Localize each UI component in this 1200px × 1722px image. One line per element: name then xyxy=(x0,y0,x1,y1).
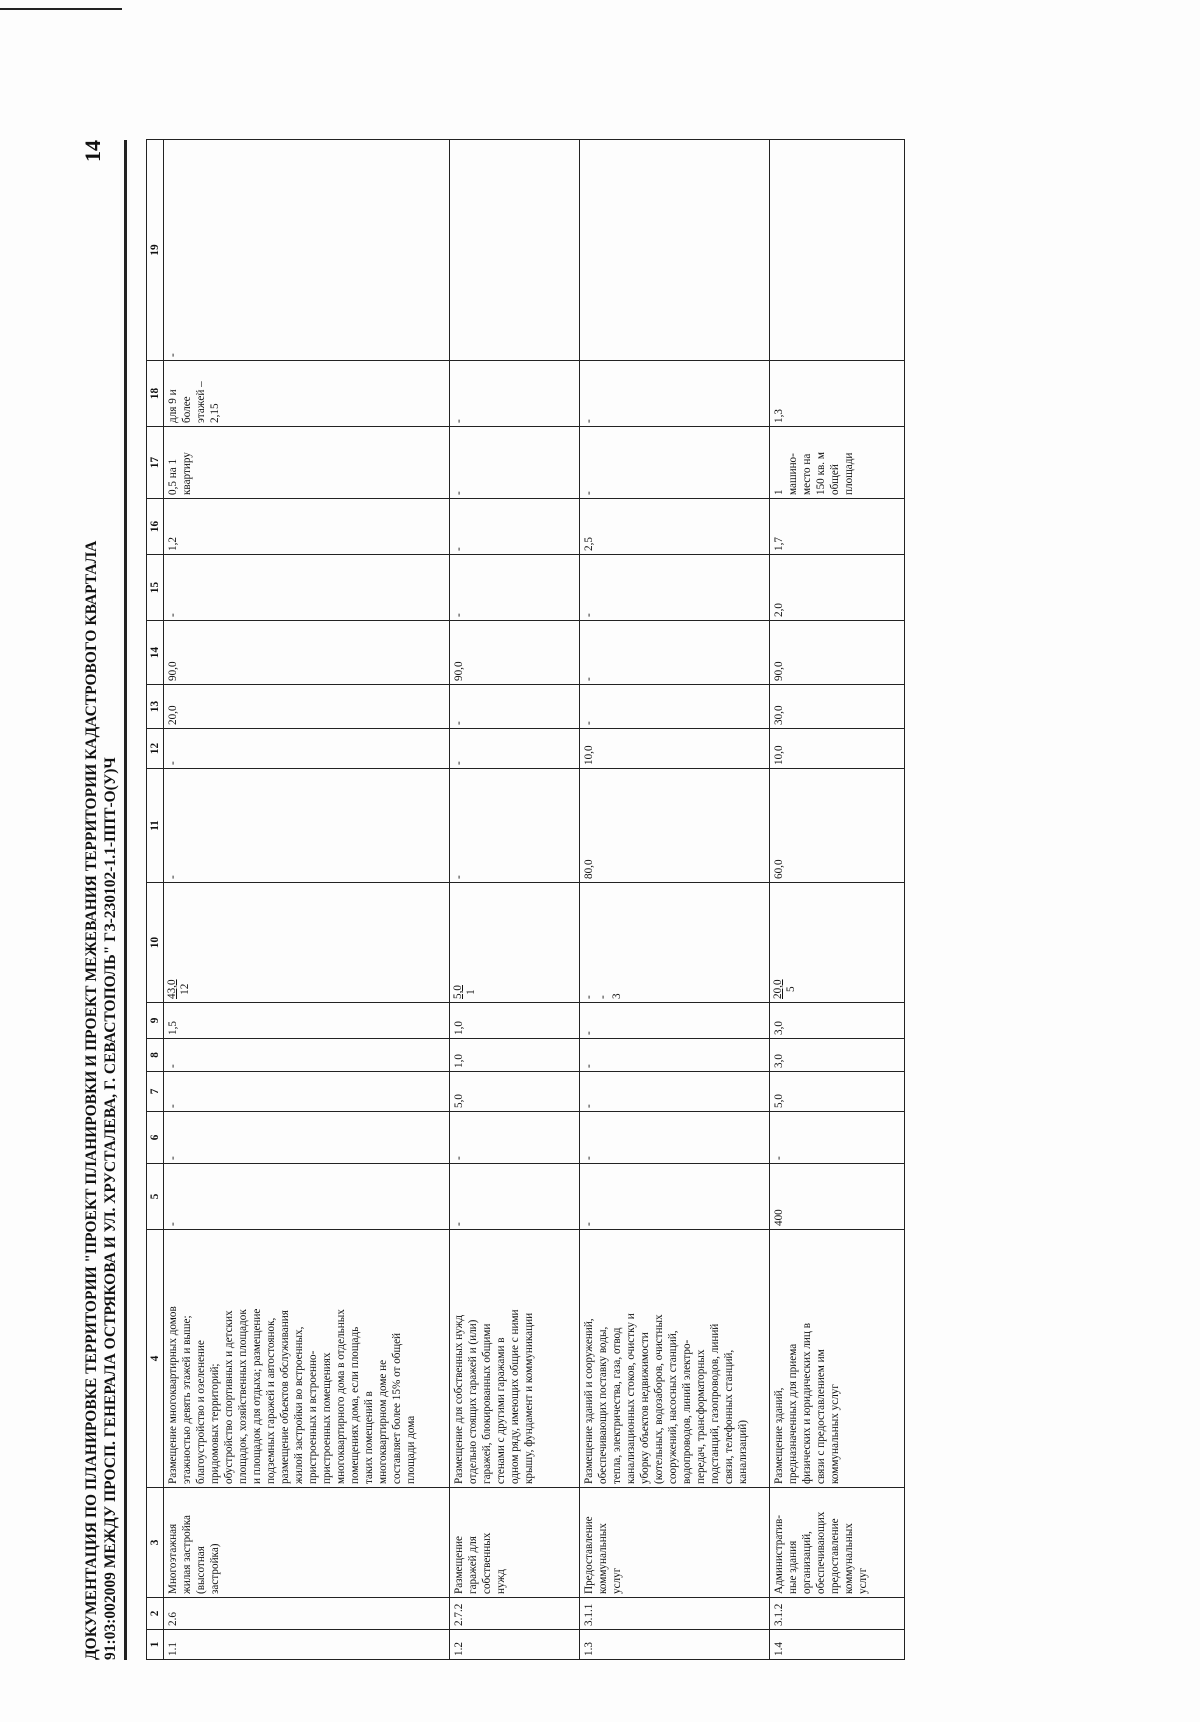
cell-col-13: 30,0 xyxy=(770,685,905,729)
cell-col-8: - xyxy=(580,1039,770,1072)
cell-text-lines xyxy=(582,364,596,423)
cell-col-2: 2.6 xyxy=(164,1598,450,1630)
cell-text-lines xyxy=(772,1491,870,1594)
cell-col-13: 20,0 xyxy=(164,685,450,729)
cell-line: для 9 и xyxy=(167,389,179,423)
cell-text-lines xyxy=(166,1491,222,1594)
cell-line: отдельно стоящих гаражей и (или) xyxy=(467,1319,479,1484)
cell-col-12: 10,0 xyxy=(770,729,905,769)
cell-text-lines xyxy=(772,364,786,423)
cell-line: жилая застройка xyxy=(181,1515,193,1594)
cell-line: физических и юридических лиц в xyxy=(801,1323,813,1484)
header-line-2: 91:03:002009 МЕЖДУ ПРОСП. ГЕНЕРАЛА ОСТРЯКОВА И УЛ. ХРУСТАЛЕВА, Г. СЕВАСТОПОЛЬ" ГЗ-230102-1.1-ППТ-О(У)Ч xyxy=(102,757,119,1660)
cell-line: стенами с другими гаражами в xyxy=(495,1337,507,1484)
cell-col-11: 60,0 xyxy=(770,769,905,883)
cell-col-4 xyxy=(450,1230,580,1488)
cell-line: благоустройство и озеленение xyxy=(195,1340,207,1484)
cell-line: 1,3 xyxy=(773,409,785,423)
cell-line: канализационных стоков, очистку и xyxy=(625,1313,637,1484)
cell-line: 1 xyxy=(773,489,785,495)
cell-line: ные здания xyxy=(787,1540,799,1594)
cell-col-4 xyxy=(580,1230,770,1488)
cell-line: (котельных, водозаборов, очистных xyxy=(653,1314,665,1484)
cell-col-16: 1,7 xyxy=(770,499,905,555)
cell-line: услуг xyxy=(857,1567,869,1594)
cell-col-15: - xyxy=(164,555,450,621)
cell-text-lines xyxy=(166,430,194,495)
cell-line: 0,5 на 1 xyxy=(167,458,179,495)
cell-col-9: 1,5 xyxy=(164,1003,450,1039)
cell-line: подстанций, газопроводов, линий xyxy=(709,1323,721,1484)
cell-line: машино- xyxy=(787,453,799,495)
col-header-16: 16 xyxy=(147,499,164,555)
cell-col-10 xyxy=(164,883,450,1003)
cell-line: застройка) xyxy=(209,1543,221,1594)
cell-col-4 xyxy=(770,1230,905,1488)
cell-line: придомовых территорий; xyxy=(209,1363,221,1484)
cell-line: организаций, xyxy=(801,1531,813,1594)
cell-col-17 xyxy=(164,427,450,499)
cell-line: водопроводов, линий электро- xyxy=(681,1339,693,1484)
cell-line: этажей – xyxy=(195,381,207,423)
table-body xyxy=(164,140,905,1660)
cell-col-18 xyxy=(580,361,770,427)
cell-col-6: - xyxy=(580,1112,770,1164)
cell-text-lines xyxy=(582,430,596,495)
cell-col-3 xyxy=(580,1488,770,1598)
col-header-6: 6 xyxy=(147,1112,164,1164)
cell-line: Размещение xyxy=(453,1535,465,1594)
col-header-3: 3 xyxy=(147,1488,164,1598)
cell-line: - xyxy=(583,419,595,423)
cell-col-14: 90,0 xyxy=(450,621,580,685)
cell-line: - xyxy=(583,491,595,495)
cell-line: Размещение многоквартирных домов xyxy=(167,1306,179,1484)
cell-line: услуг xyxy=(611,1567,623,1594)
cell-col-4 xyxy=(164,1230,450,1488)
cell-text-lines xyxy=(582,1491,624,1594)
col-header-12: 12 xyxy=(147,729,164,769)
cell-line: площади xyxy=(843,452,855,495)
cell-text-lines xyxy=(166,1233,418,1484)
col-header-7: 7 xyxy=(147,1072,164,1112)
cell-col-13: - xyxy=(580,685,770,729)
cell-col-18 xyxy=(770,361,905,427)
column-number-row xyxy=(147,140,164,1660)
col-header-17: 17 xyxy=(147,427,164,499)
cell-col-2: 2.7.2 xyxy=(450,1598,580,1630)
cell-line: многоквартирном доме не xyxy=(377,1359,389,1484)
cell-col-8: 1,0 xyxy=(450,1039,580,1072)
cell-line: предназначенных для приема xyxy=(787,1343,799,1484)
col-header-2: 2 xyxy=(147,1598,164,1630)
cell-line: более xyxy=(181,396,193,423)
cell-col-16: 1,2 xyxy=(164,499,450,555)
cell-line: канализаций) xyxy=(737,1420,749,1484)
fraction-numerator: 5,0 xyxy=(452,985,464,999)
cell-line: сооружений, насосных станций, xyxy=(667,1330,679,1484)
cell-col-14: 90,0 xyxy=(770,621,905,685)
cell-line: составляет более 15% от общей xyxy=(391,1332,403,1484)
cell-line: Предоставление xyxy=(583,1516,595,1594)
cell-line: 2,15 xyxy=(209,403,221,423)
cell-line: площадок, хозяйственных площадок xyxy=(237,1309,249,1484)
cell-line: коммунальных xyxy=(597,1523,609,1594)
cell-line: передач, трансформаторных xyxy=(695,1349,707,1484)
cell-col-17 xyxy=(450,427,580,499)
cell-line: пристроенных помещениях xyxy=(321,1352,333,1484)
cell-col-11: 80,0 xyxy=(580,769,770,883)
cell-line: - xyxy=(597,995,609,999)
cell-line: Размещение зданий, xyxy=(773,1387,785,1484)
cell-line: Размещение зданий и сооружений, xyxy=(583,1318,595,1484)
fraction-denominator: 1 xyxy=(465,989,477,995)
col-header-13: 13 xyxy=(147,685,164,729)
cell-col-11: - xyxy=(164,769,450,883)
cell-line: место на xyxy=(801,453,813,495)
cell-col-14: 90,0 xyxy=(164,621,450,685)
cell-line: помещениях дома, если площадь xyxy=(349,1326,361,1484)
col-header-14: 14 xyxy=(147,621,164,685)
cell-col-19: - xyxy=(164,140,450,361)
page-number: 14 xyxy=(80,140,105,162)
cell-col-6: - xyxy=(450,1112,580,1164)
cell-col-3 xyxy=(450,1488,580,1598)
cell-line: - xyxy=(583,995,595,999)
cell-line: 150 кв. м xyxy=(815,452,827,495)
col-header-11: 11 xyxy=(147,769,164,883)
cell-text-lines xyxy=(772,1233,842,1484)
cell-col-12: - xyxy=(164,729,450,769)
cell-line: коммунальных услуг xyxy=(829,1384,841,1484)
cell-col-1: 1.1 xyxy=(164,1630,450,1660)
cell-col-6: - xyxy=(770,1112,905,1164)
col-header-18: 18 xyxy=(147,361,164,427)
cell-col-10 xyxy=(580,883,770,1003)
cell-line: (высотная xyxy=(195,1546,207,1594)
fraction-value xyxy=(772,979,798,999)
cell-col-12: - xyxy=(450,729,580,769)
cell-col-6: - xyxy=(164,1112,450,1164)
cell-line: жилой застройки во встроенных, xyxy=(293,1326,305,1484)
cell-col-8: 3,0 xyxy=(770,1039,905,1072)
cell-line: 3 xyxy=(611,993,623,999)
fraction-value xyxy=(166,979,192,999)
cell-col-3 xyxy=(164,1488,450,1598)
cell-col-10 xyxy=(770,883,905,1003)
cell-col-14: - xyxy=(580,621,770,685)
cell-col-7: 5,0 xyxy=(770,1072,905,1112)
cell-col-18 xyxy=(450,361,580,427)
cell-line: обеспечивающих поставку воды, xyxy=(597,1326,609,1484)
cell-line: предоставление xyxy=(829,1518,841,1594)
table-row xyxy=(164,140,450,1660)
cell-col-2: 3.1.1 xyxy=(580,1598,770,1630)
cell-text-lines xyxy=(452,364,466,423)
cell-col-9: 3,0 xyxy=(770,1003,905,1039)
cell-line: собственных xyxy=(481,1532,493,1594)
fraction-denominator: 5 xyxy=(785,986,797,993)
cell-text-lines xyxy=(772,430,856,495)
cell-text-lines xyxy=(582,1233,750,1484)
cell-line: крышу, фундамент и коммуникации xyxy=(523,1312,535,1484)
cell-text-lines xyxy=(452,1233,536,1484)
cell-line: таких помещений в xyxy=(363,1391,375,1484)
cell-line: размещение объектов обслуживания xyxy=(279,1310,291,1484)
document-header xyxy=(82,240,120,1660)
cell-col-7: 5,0 xyxy=(450,1072,580,1112)
cell-col-16: 2,5 xyxy=(580,499,770,555)
cell-col-17 xyxy=(770,427,905,499)
cell-col-5: 400 xyxy=(770,1164,905,1230)
cell-line: связи, телефонных станций, xyxy=(723,1349,735,1484)
cell-text-lines xyxy=(452,1491,508,1594)
cell-col-12: 10,0 xyxy=(580,729,770,769)
cell-text-lines xyxy=(166,364,222,423)
table-row xyxy=(580,140,770,1660)
cell-col-3 xyxy=(770,1488,905,1598)
cell-col-19 xyxy=(580,140,770,361)
cell-line: обустройство спортивных и детских xyxy=(223,1310,235,1484)
cell-col-5: - xyxy=(164,1164,450,1230)
cell-text-lines xyxy=(452,430,466,495)
cell-col-7: - xyxy=(164,1072,450,1112)
cell-col-1: 1.4 xyxy=(770,1630,905,1660)
cell-line: общей xyxy=(829,464,841,495)
rotated-page xyxy=(80,140,1120,1660)
cell-col-1: 1.2 xyxy=(450,1630,580,1660)
cell-line: Размещение для собственных нужд xyxy=(453,1314,465,1484)
cell-line: - xyxy=(453,419,465,423)
table-row xyxy=(770,140,905,1660)
cell-col-15: 2,0 xyxy=(770,555,905,621)
col-header-4: 4 xyxy=(147,1230,164,1488)
cell-line: обеспечивающих xyxy=(815,1511,827,1594)
cell-line: - xyxy=(453,491,465,495)
fraction-numerator: 20,0 xyxy=(772,979,784,999)
cell-col-1: 1.3 xyxy=(580,1630,770,1660)
col-header-5: 5 xyxy=(147,1164,164,1230)
top-edge-line xyxy=(0,8,122,10)
cell-col-5: - xyxy=(450,1164,580,1230)
cell-col-8: - xyxy=(164,1039,450,1072)
header-line-1: ДОКУМЕНТАЦИЯ ПО ПЛАНИРОВКЕ ТЕРРИТОРИИ "ПРОЕКТ ПЛАНИРОВКИ И ПРОЕКТ МЕЖЕВАНИЯ ТЕРРИТОРИИ КАДАСТРОВОГО КВАРТАЛА xyxy=(83,540,100,1660)
cell-col-9: - xyxy=(580,1003,770,1039)
fraction-numerator: 43,0 xyxy=(166,979,178,999)
cell-line: многоквартирного дома в отдельных xyxy=(335,1309,347,1484)
cell-line: гаражей для xyxy=(467,1536,479,1594)
header-rule xyxy=(124,140,127,1660)
cell-line: коммунальных xyxy=(843,1523,855,1594)
cell-line: нужд xyxy=(495,1569,507,1594)
cell-col-11: - xyxy=(450,769,580,883)
col-header-9: 9 xyxy=(147,1003,164,1039)
col-header-8: 8 xyxy=(147,1039,164,1072)
cell-line: связи с предоставлением им xyxy=(815,1349,827,1484)
cell-col-2: 3.1.2 xyxy=(770,1598,905,1630)
cell-col-5: - xyxy=(580,1164,770,1230)
cell-line: Административ- xyxy=(773,1515,785,1594)
cell-col-9: 1,0 xyxy=(450,1003,580,1039)
cell-col-19 xyxy=(450,140,580,361)
cell-line: одном ряду, имеющих общие с ними xyxy=(509,1309,521,1484)
cell-line: Многоэтажная xyxy=(167,1523,179,1594)
cell-col-18 xyxy=(164,361,450,427)
zoning-regulations-table xyxy=(146,139,905,1660)
col-header-15: 15 xyxy=(147,555,164,621)
cell-col-13: - xyxy=(450,685,580,729)
col-header-1: 1 xyxy=(147,1630,164,1660)
cell-line: тепла, электричества, газа, отвод xyxy=(611,1327,623,1484)
cell-line: квартиру xyxy=(181,452,193,495)
cell-col-10 xyxy=(450,883,580,1003)
cell-line: и площадок для отдыха; размещение xyxy=(251,1308,263,1484)
fraction-value xyxy=(452,985,478,999)
cell-line: пристроенных и встроенно- xyxy=(307,1350,319,1484)
cell-line: уборку объектов недвижимости xyxy=(639,1332,651,1484)
cell-line: этажностью девять этажей и выше; xyxy=(181,1315,193,1484)
cell-line: гаражей, блокированных общими xyxy=(481,1323,493,1484)
cell-line: подземных гаражей и автостоянок, xyxy=(265,1317,277,1484)
col-header-10: 10 xyxy=(147,883,164,1003)
cell-col-15: - xyxy=(450,555,580,621)
cell-col-19 xyxy=(770,140,905,361)
cell-col-16: - xyxy=(450,499,580,555)
table-row xyxy=(450,140,580,1660)
cell-text-lines xyxy=(582,886,624,999)
cell-col-15: - xyxy=(580,555,770,621)
col-header-19: 19 xyxy=(147,140,164,361)
cell-line: площади дома xyxy=(405,1415,417,1484)
cell-col-7: - xyxy=(580,1072,770,1112)
fraction-denominator: 12 xyxy=(179,983,191,995)
cell-col-17 xyxy=(580,427,770,499)
